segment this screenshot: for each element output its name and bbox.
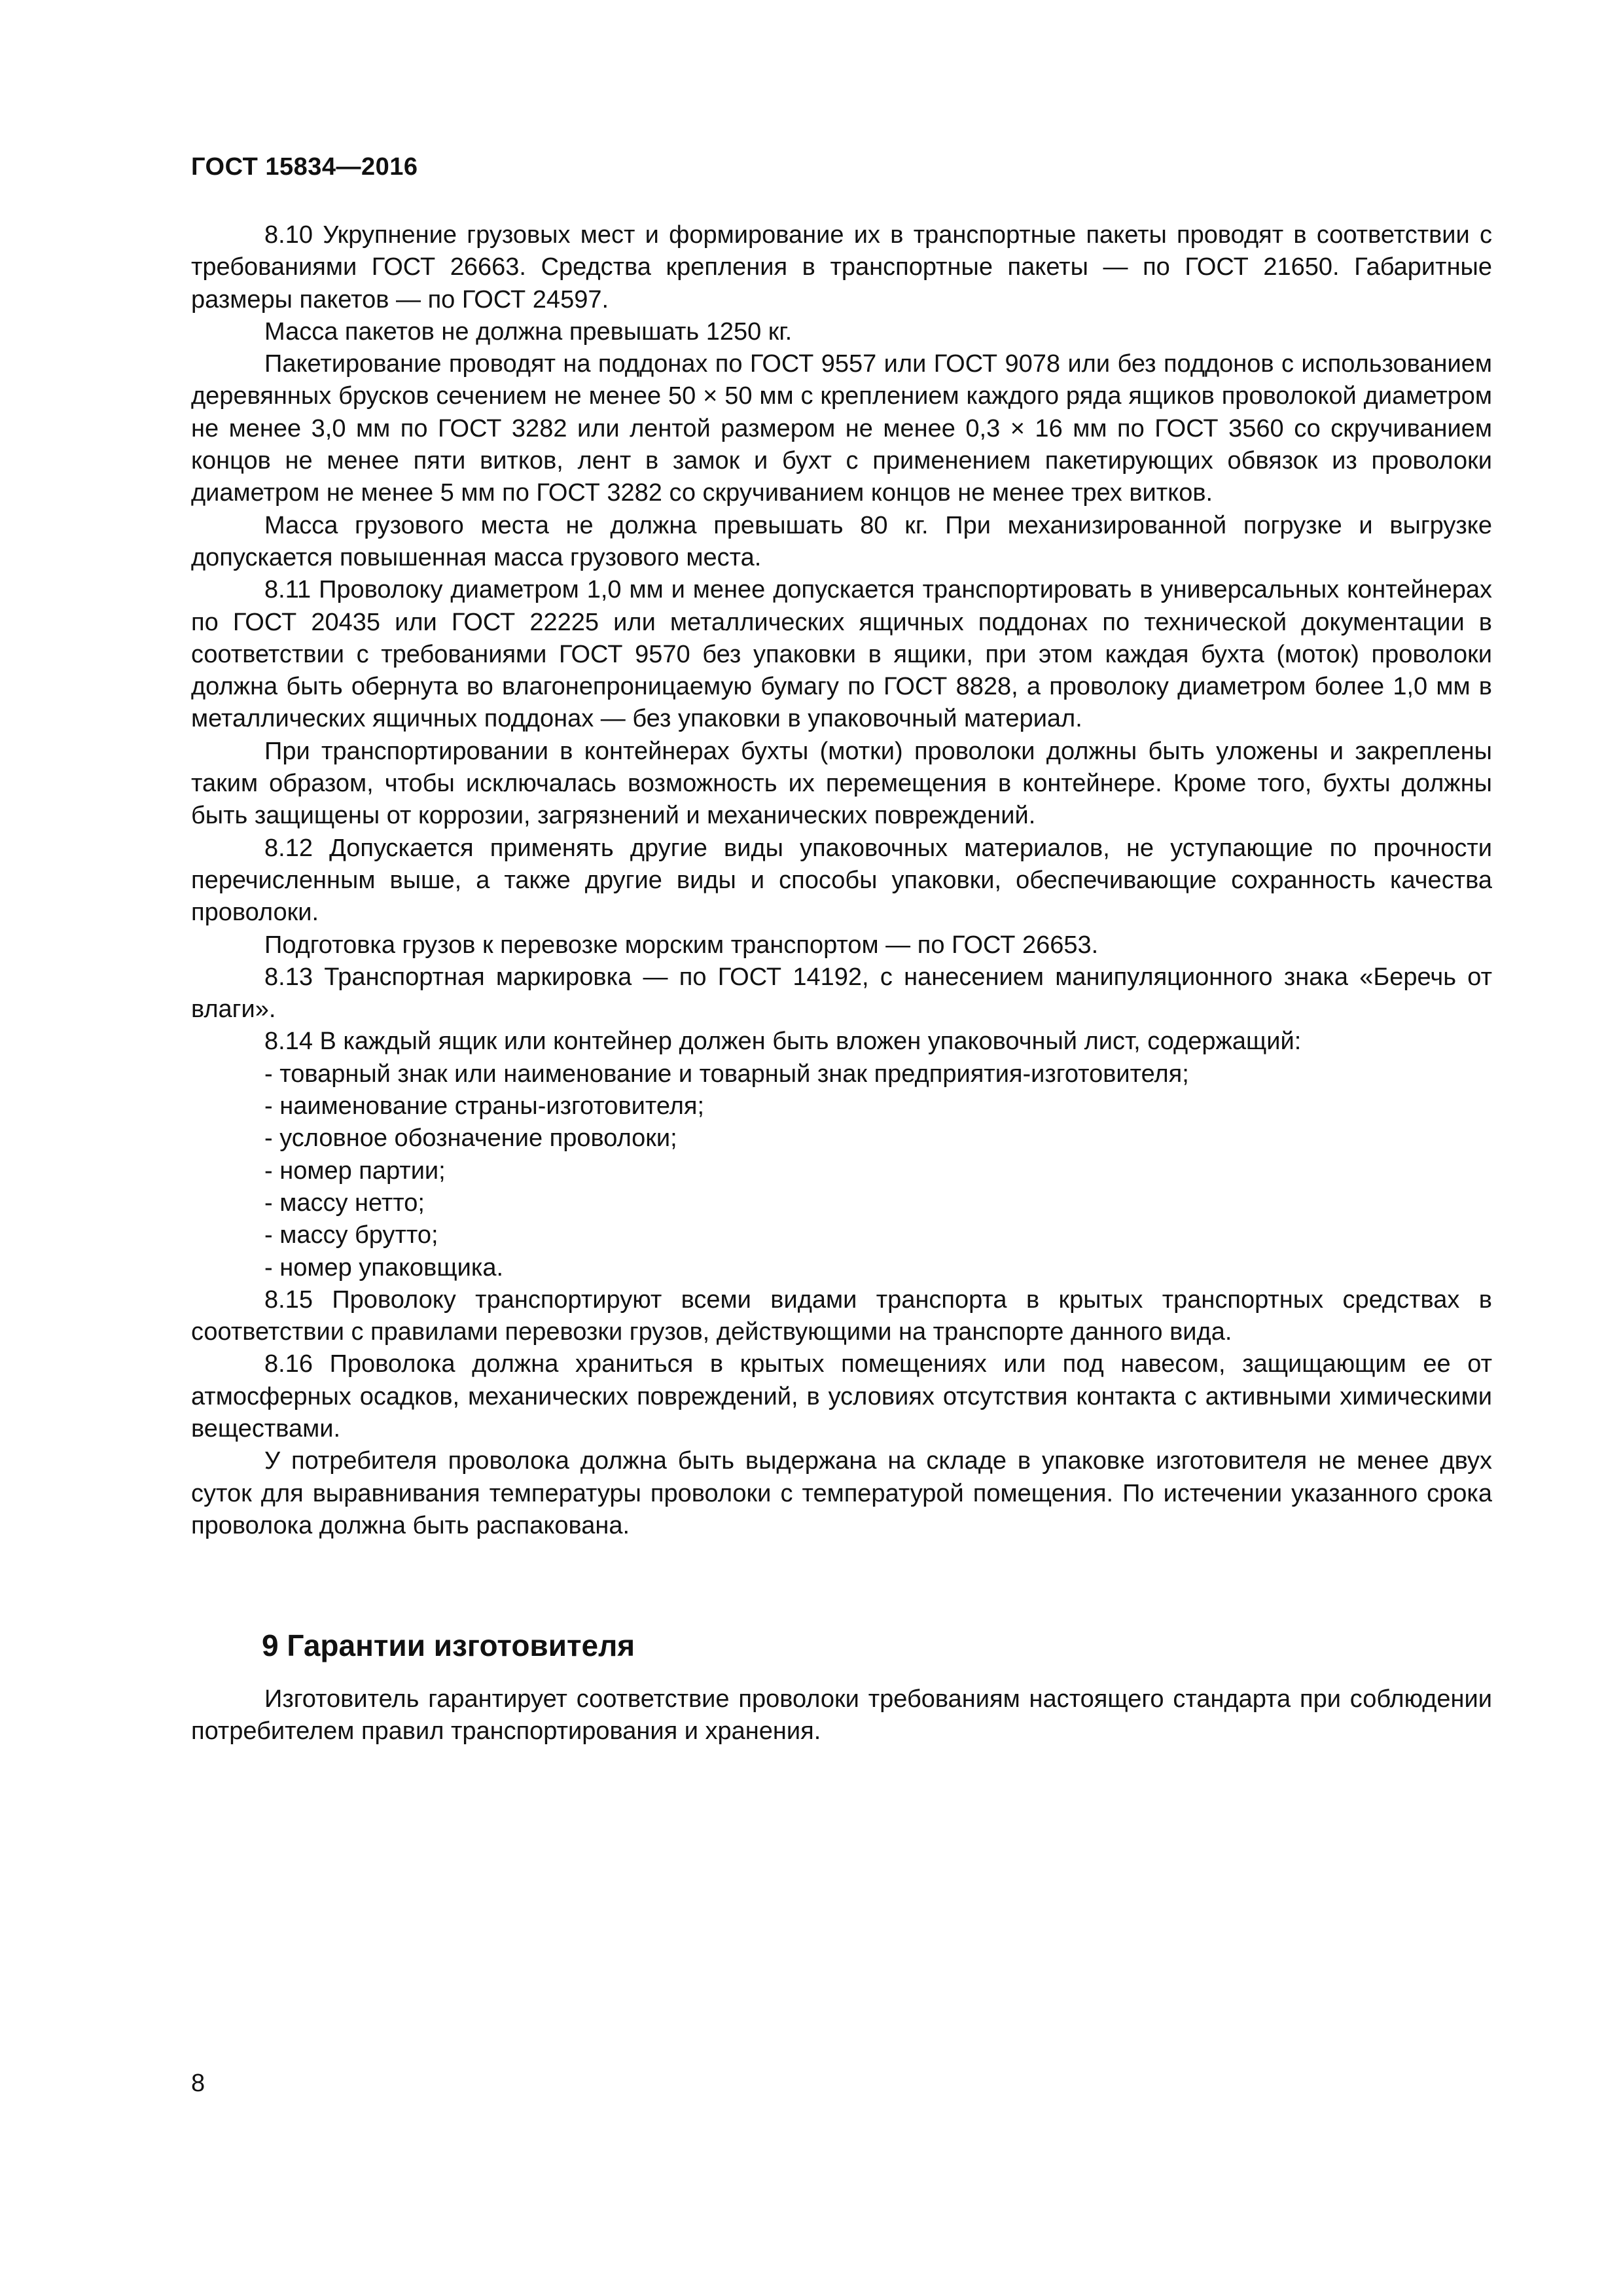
section-9-body [191,1683,1492,1748]
document-code-header: ГОСТ 15834—2016 [191,153,418,181]
paragraph-8-10: 8.10 Укрупнение грузовых мест и формирование их в транспортные пакеты проводят в соответствии с требованиями ГОСТ 26663. Средства крепления в транспортные пакеты — по ГОСТ 21650. Габаритные размеры пакетов — по ГОСТ 24597. [191,221,1492,314]
list-item: - номер упаковщика. [264,1253,504,1282]
paragraph-8-11: 8.11 Проволоку диаметром 1,0 мм и менее допускается транспортировать в универсальных контейнерах по ГОСТ 20435 или ГОСТ 22225 или металлических ящичных поддонах по технической документации в соответствии с требованиями ГОСТ 9570 без упаковки в ящики, при этом каждая бухта (моток) проволоки должна быть обернута во влагонепроницаемую бумагу по ГОСТ 8828, а проволоку диаметром более 1,0 мм в металлических ящичных поддонах — без упаковки в упаковочный материал. [191,576,1492,733]
list-item: - номер партии; [264,1157,446,1185]
list-item: - массу нетто; [264,1189,425,1217]
paragraph-consumer-storage: У потребителя проволока должна быть выдержана на складе в упаковке изготовителя не менее двух суток для выравнивания температуры проволоки с температурой помещения. По истечении указанного срока проволока должна быть распакована. [191,1447,1492,1539]
list-item: - товарный знак или наименование и товарный знак предприятия-изготовителя; [264,1060,1189,1088]
paragraph-sea-transport: Подготовка грузов к перевозке морским транспортом — по ГОСТ 26653. [264,931,1099,959]
paragraph-8-12: 8.12 Допускается применять другие виды упаковочных материалов, не уступающие по прочности перечисленным выше, а также другие виды и способы упаковки, обеспечивающие сохранность качества проволоки. [191,834,1492,927]
paragraph-packaging: Пакетирование проводят на поддонах по ГОСТ 9557 или ГОСТ 9078 или без поддонов с использованием деревянных брусков сечением не менее 50 × 50 мм с креплением каждого ряда ящиков проволокой диаметром не менее 3,0 мм по ГОСТ 3282 или лентой размером не менее 0,3 × 16 мм по ГОСТ 3560 со скручиванием концов не менее пяти витков, лент в замок и бухт с применением пакетирующих обвязок из проволоки диаметром не менее 5 мм по ГОСТ 3282 со скручиванием концов не менее трех витков. [191,350,1492,507]
page-number: 8 [191,2070,205,2097]
list-item: - массу брутто; [264,1221,438,1249]
paragraph-8-14: 8.14 В каждый ящик или контейнер должен быть вложен упаковочный лист, содержащий: [264,1028,1302,1056]
paragraph-container-transport: При транспортировании в контейнерах бухты (мотки) проволоки должны быть уложены и закреплены таким образом, чтобы исключалась возможность их перемещения в контейнере. Кроме того, бухты должны быть защищены от коррозии, загрязнений и механических повреждений. [191,737,1492,830]
list-item: - условное обозначение проволоки; [264,1124,677,1153]
section-9-heading: 9 Гарантии изготовителя [262,1628,635,1662]
paragraph-package-mass: Масса пакетов не должна превышать 1250 кг. [264,317,793,346]
paragraph-8-13: 8.13 Транспортная маркировка — по ГОСТ 14192, с нанесением манипуляционного знака «Беречь от влаги». [191,963,1492,1024]
paragraph-8-15: 8.15 Проволоку транспортируют всеми видами транспорта в крытых транспортных средствах в соответствии с правилами перевозки грузов, действующими на транспорте данного вида. [191,1285,1492,1346]
section-8-body [191,219,1492,1542]
list-item: - наименование страны-изготовителя; [264,1092,705,1121]
paragraph-cargo-mass: Масса грузового места не должна превышать 80 кг. При механизированной погрузке и выгрузке допускается повышенная масса грузового места. [191,511,1492,571]
paragraph-warranty: Изготовитель гарантирует соответствие проволоки требованиям настоящего стандарта при соблюдении потребителем правил транспортирования и хранения. [191,1685,1492,1746]
paragraph-8-16: 8.16 Проволока должна храниться в крытых помещениях или под навесом, защищающим ее от атмосферных осадков, механических повреждений, в условиях отсутствия контакта с активными химическими веществами. [191,1350,1492,1443]
